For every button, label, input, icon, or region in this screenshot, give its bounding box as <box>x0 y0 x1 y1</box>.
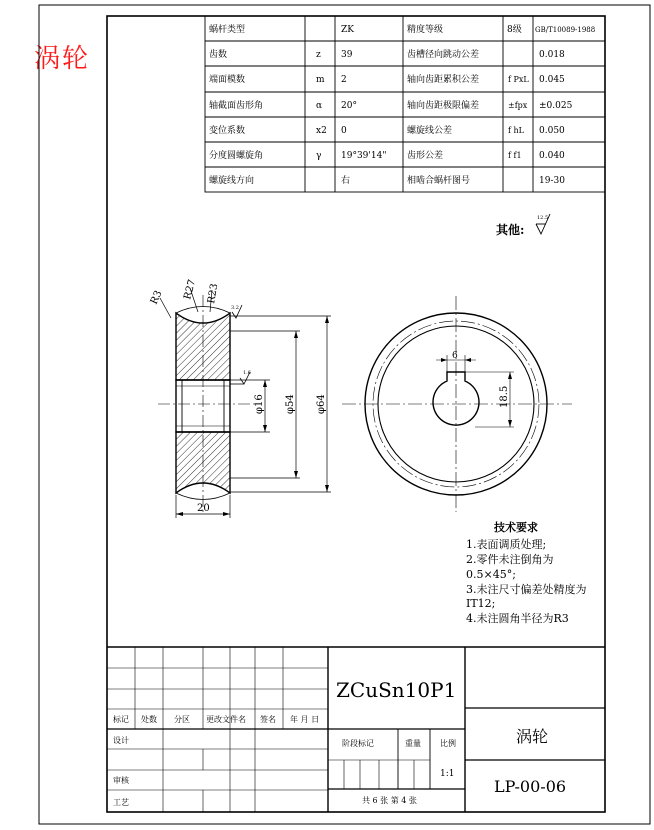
param-symbol: γ <box>316 151 322 161</box>
param-label-2: 轴向齿距累积公差 <box>407 75 480 85</box>
rev-count: 处数 <box>141 715 157 724</box>
drawing-number: LP-00-06 <box>494 777 567 796</box>
rev-file: 更改文件名 <box>206 715 246 724</box>
param-label: 蜗杆类型 <box>209 25 246 35</box>
roughness-value: 12.5 <box>537 215 549 221</box>
param-value-2: 0.050 <box>539 126 565 136</box>
rough-a: 3.2 <box>231 305 239 311</box>
sheets-label: 共 6 张 第 4 张 <box>362 796 417 805</box>
param-symbol: x2 <box>316 126 327 136</box>
dim-d64: φ64 <box>316 394 327 414</box>
param-value-2: 0.040 <box>539 151 565 161</box>
tech-item-6: 4.未注圆角半径为R3 <box>466 612 569 625</box>
tech-item-1: 1.表面调质处理; <box>466 538 547 551</box>
front-view <box>342 296 572 512</box>
dim-r3: R3 <box>148 289 165 307</box>
param-label: 螺旋线方向 <box>209 176 255 186</box>
param-label: 分度圆螺旋角 <box>209 151 264 161</box>
technical-requirements <box>466 520 587 625</box>
dim-key185: 18.5 <box>499 385 510 408</box>
param-value: 右 <box>341 176 351 186</box>
param-value-2: ±0.025 <box>539 101 573 111</box>
param-label-2: 螺旋线公差 <box>407 126 453 136</box>
param-symbol-2: ±fpx <box>508 101 528 110</box>
rest-roughness-label: 其他: <box>496 223 525 237</box>
param-label: 端面模数 <box>209 75 246 85</box>
rough-b: 1.6 <box>243 370 251 376</box>
tech-item-2: 2.零件未注倒角为 <box>466 553 554 566</box>
process-label: 工艺 <box>113 798 129 807</box>
part-name: 涡轮 <box>516 727 549 746</box>
param-label: 变位系数 <box>209 126 246 136</box>
tech-item-3: 0.5×45°; <box>466 568 516 581</box>
dim-key6: 6 <box>452 351 458 361</box>
param-label-2: 精度等级 <box>407 25 444 35</box>
param-symbol: z <box>316 50 321 60</box>
param-value: 39 <box>341 50 353 60</box>
param-value: 19°39'14" <box>341 151 387 161</box>
param-value: ZK <box>341 25 354 35</box>
param-value-2: 19-30 <box>539 176 565 186</box>
dim-d54: φ54 <box>285 394 296 414</box>
dim-w20: 20 <box>197 503 210 514</box>
side-section-view <box>158 288 256 512</box>
param-value-2: GB/T10089-1988 <box>535 26 596 34</box>
title-block-text <box>113 714 456 807</box>
corner-title: 涡轮 <box>34 44 91 74</box>
material-name: ZCuSn10P1 <box>336 678 457 702</box>
param-value: 0 <box>341 126 347 136</box>
param-value-2: 0.045 <box>539 75 565 85</box>
param-label-2: 相啮合蜗杆图号 <box>407 176 471 186</box>
weight-label: 重量 <box>405 739 421 748</box>
design-label: 设计 <box>113 736 129 745</box>
param-value: 2 <box>341 75 347 85</box>
check-label: 审核 <box>113 776 129 785</box>
rev-date: 年 月 日 <box>290 715 320 724</box>
param-label-2: 齿形公差 <box>407 151 444 161</box>
tech-item-4: 3.未注尺寸偏差处精度为 <box>466 583 587 596</box>
param-symbol-2: f PxL <box>508 75 529 84</box>
param-label-2: 齿槽径向跳动公差 <box>407 50 480 60</box>
param-value-2: 0.018 <box>539 50 565 60</box>
dim-r27: R27 <box>182 278 199 301</box>
rev-mark: 标记 <box>113 715 129 724</box>
param-label: 轴截面齿形角 <box>209 101 264 111</box>
scale-value: 1:1 <box>440 769 455 779</box>
rev-sign: 签名 <box>260 715 276 724</box>
param-grade: 8级 <box>507 25 522 35</box>
scale-label: 比例 <box>440 739 456 748</box>
param-symbol: α <box>316 101 323 111</box>
parameter-rows <box>209 23 595 186</box>
param-value: 20° <box>341 101 357 111</box>
param-label: 齿数 <box>209 50 228 60</box>
dim-r23: R23 <box>206 282 221 305</box>
param-symbol: m <box>316 75 325 85</box>
dim-d16: φ16 <box>254 394 265 414</box>
param-label-2: 轴向齿距极限偏差 <box>407 101 480 111</box>
tech-title: 技术要求 <box>494 521 538 534</box>
param-symbol-2: f hL <box>508 126 524 135</box>
param-symbol-2: f f1 <box>508 151 522 160</box>
stage-label: 阶段标记 <box>342 739 374 748</box>
tech-item-5: IT12; <box>466 597 496 610</box>
rev-zone: 分区 <box>174 715 190 724</box>
